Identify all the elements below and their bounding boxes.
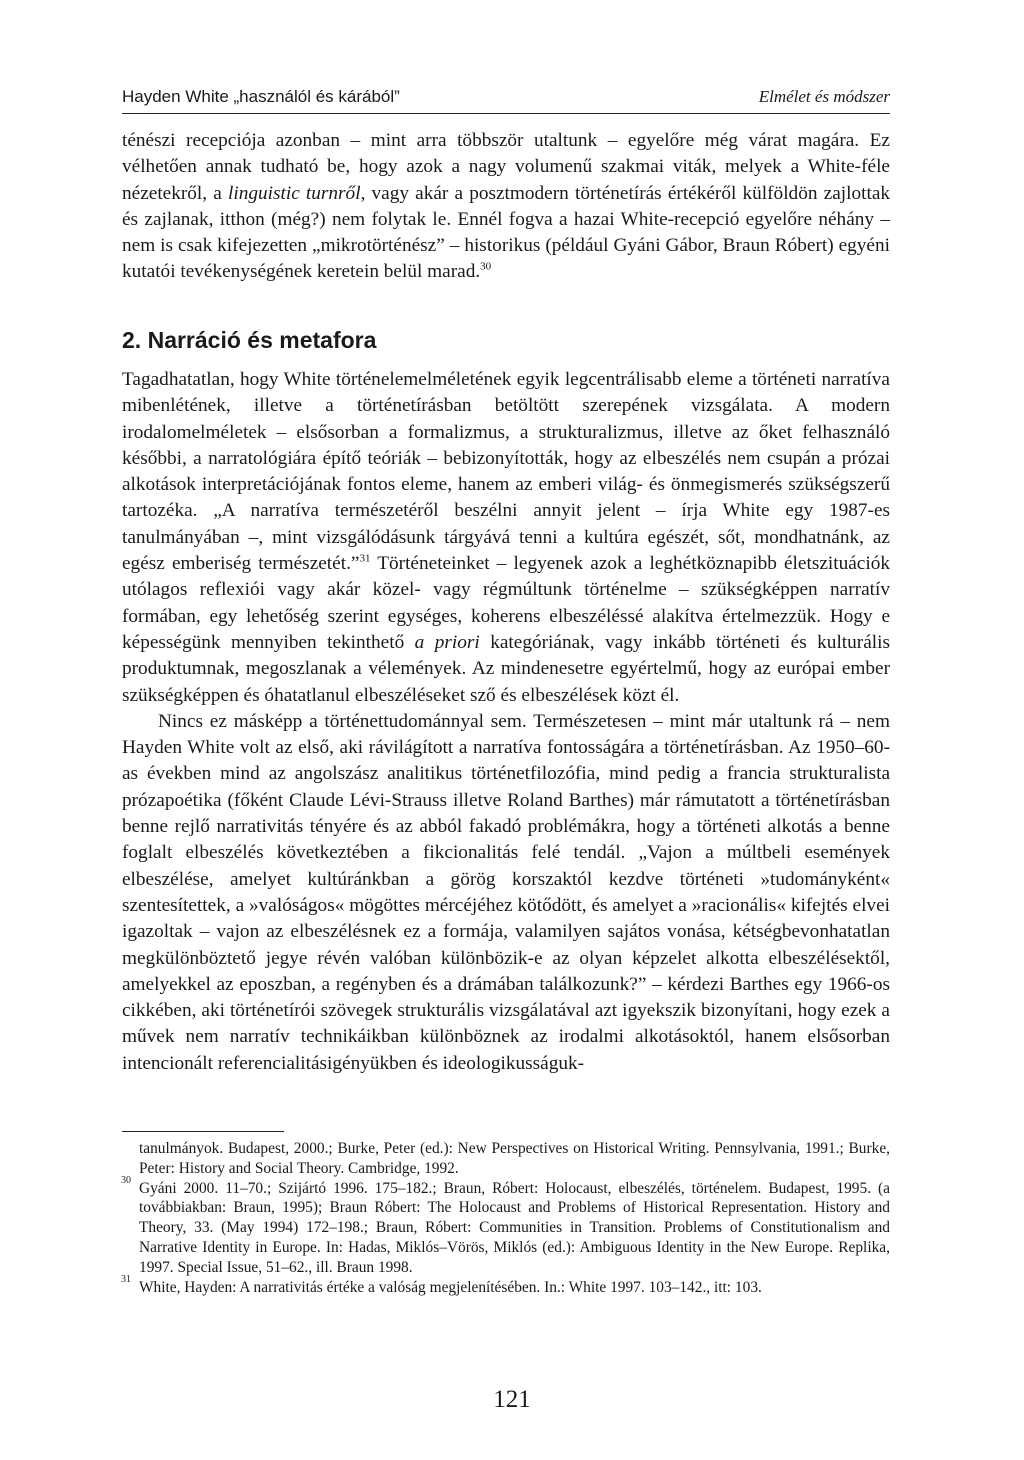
running-head-title: Hayden White „használól és kárából” <box>122 87 400 106</box>
footnote-rule <box>122 1131 284 1132</box>
paragraph-1-part3: kategóriának, vagy inkább történeti és kulturális produktumnak, megoszlanak a vélemények. Az mindenesetre egyértelmű, hogy az európai ember szükségképpen és óhatatlanul elbeszéléseket sző és elbeszélések közt él. <box>122 631 890 706</box>
intro-text <box>122 128 890 286</box>
footnote-30-text: Gyáni 2000. 11–70.; Szijártó 1996. 175–182.; Braun, Róbert: Holocaust, elbeszélés, történelem. Budapest, 1995. (a továbbiakban: Braun, 1995); Braun Róbert: The Holocaust and Problems of Historical Representation. History and Theory, 33. (May 1994) 172–198.; Braun, Róbert: Communities in Transition. Problems of Constitutionalism and Narrative Identity in Europe. In: Hadas, Miklós–Vörös, Miklós (ed.): Ambiguous Identity in the New Europe. Replika, 1997. Special Issue, 51–62., ill. Braun 1998. <box>139 1179 890 1276</box>
paragraph-1-part2: Történeteinket – legyenek azok a leghétköznapibb életszituációk utólagos reflexiói vagy akár közel- vagy régmúltunk történelme – szükségképpen narratív formában, egy lehetőség szerint egységes, koherens elbeszéléssé alakítva értelmezzük. Hogy e képességünk mennyiben tekinthető <box>122 553 891 653</box>
paragraph-1-part1: Tagadhatatlan, hogy White történelemelméletének egyik legcentrálisabb eleme a történeti narratíva mibenlétének, illetve a történetírásban betöltött szerepének vizsgálata. A modern irodalomelméletek – elsősorban a formalizmus, a strukturalizmus, illetve az őket felhasználó későbbi, a narratológiára építő teóriák – bebizonyították, hogy az elbeszélés nem csupán a prózai alkotások interpretációjának fontos eleme, hanem az emberi világ- és önmegismerés szükségszerű tartozéka. „A narratíva természetéről beszélni annyit jelent – írja White egy 1987-es tanulmányában –, mint vizsgálódásunk tárgyává tenni a kultúra egészét, sőt, mondhatnánk, az egész emberiség természetét.” <box>122 369 890 575</box>
footnote-31-number: 31 <box>121 1273 131 1285</box>
section-heading <box>122 326 376 354</box>
paragraph-1 <box>122 367 890 709</box>
section-body <box>122 367 890 1077</box>
footnote-continued: tanulmányok. Budapest, 2000.; Burke, Peter (ed.): New Perspectives on Historical Writing. Pennsylvania, 1991.; Burke, Peter: History and Social Theory. Cambridge, 1992. <box>139 1140 890 1177</box>
page-number: 121 <box>493 1386 531 1413</box>
intro-paragraph <box>122 128 890 286</box>
intro-italic-term: linguistic turnről <box>227 182 361 204</box>
footnote-ref-30[interactable]: 30 <box>480 261 492 274</box>
running-head-section: Elmélet és módszer <box>758 87 890 106</box>
footnote-ref-31[interactable]: 31 <box>359 552 371 565</box>
section-title: Narráció és metafora <box>147 327 377 353</box>
paragraph-2: Nincs ez másképp a történettudománnyal sem. Természetesen – mint már utaltunk rá – nem Hayden White volt az első, aki rávilágított a narratíva fontosságára a történetírásban. Az 1950–60-as években mind az angolszász analitikus történetfilozófia, mind pedig a francia strukturalista prózapoétika (főként Claude Lévi-Strauss illetve Roland Barthes) már rámutatott a történetírásban benne rejlő narrativitás tényére és az abból fakadó problémákra, hogy a történeti alkotás a benne foglalt elbeszélés következtében a fikcionalitás felé tendál. „Vajon a múltbeli események elbeszélése, amelyet kultúránkban a görög korszaktól kezdve történeti »tudományként« szentesítettek, a »valóságos« mögöttes mércéjéhez kötődött, és amelyet a »racionális« kifejtés elvei igazoltak – vajon az elbeszélésnek ez a formája, valamilyen sajátos vonása, kétségbevonhatatlan megkülönböztető jegye révén valóban különbözik-e az olyan képzelet alkotta elbeszélésektől, amelyekkel az eposzban, a regényben és a drámában találkozunk?” – kérdezi Barthes egy 1966-os cikkében, aki történetírói szövegek strukturális vizsgálatával azt igyekszik bizonyítani, hogy ezek a művek nem narratív technikáikban különböznek az irodalmi alkotásoktól, hanem elsősorban intencionált referencialitásigényükben és ideologikusságuk- <box>122 710 890 1074</box>
footnote-30-number: 30 <box>121 1174 131 1186</box>
paragraph-1-italic: a priori <box>414 631 480 653</box>
footnotes <box>122 1139 890 1297</box>
footnote-30 <box>121 1174 890 1278</box>
section-number: 2. <box>122 327 142 353</box>
footnote-31 <box>121 1273 890 1298</box>
intro-text-part2: , vagy akár a posztmodern történetírás értékéről külföldön zajlottak és zajlanak, itthon (még?) nem folytak le. Ennél fogva a hazai White-recepció egyelőre néhány – nem is csak kifejezetten „mikrotörténész” – historikus (például Gyáni Gábor, Braun Róbert) egyéni kutatói tevékenységének keretein belül marad. <box>122 182 891 283</box>
footnote-31-text: White, Hayden: A narrativitás értéke a valóság megjelenítésében. In.: White 1997. 103–142., itt: 103. <box>139 1278 762 1296</box>
intro-text-part1: ténészi recepciója azonban – mint arra többször utaltunk – egyelőre még várat magára. Ez vélhetően annak tudható be, hogy azok a nagy volumenű szakmai viták, melyek a White-féle nézetekről, a <box>122 130 890 204</box>
header-rule <box>122 113 890 114</box>
